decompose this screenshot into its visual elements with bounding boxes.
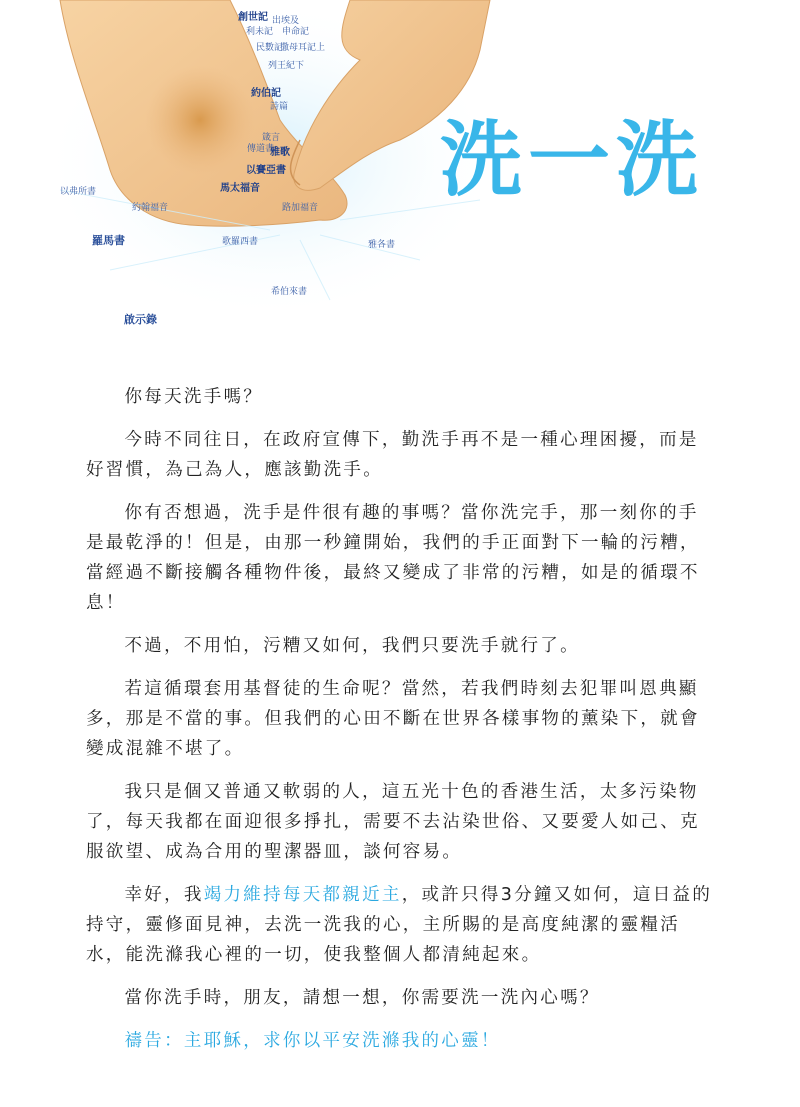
- article-body: [86, 382, 718, 1069]
- book-label: 雅歌: [270, 147, 290, 158]
- book-label: 以弗所書: [60, 187, 97, 197]
- paragraph: [86, 880, 718, 970]
- paragraph: 不過，不用怕，污糟又如何，我們只要洗手就行了。: [124, 636, 580, 656]
- book-label: 利未記: [246, 27, 274, 37]
- page-title: 洗一洗: [440, 113, 705, 208]
- header-illustration: [0, 0, 800, 340]
- book-label: 約伯記: [251, 88, 281, 99]
- book-label: 雅各書: [368, 240, 396, 250]
- paragraph: 若這循環套用基督徒的生命呢？當然，若我們時刻去犯罪叫恩典顯多，那是不當的事。但我們的心田不斷在世界各樣事物的薰染下，就會變成混雜不堪了。: [86, 679, 700, 759]
- paragraph: 當你洗手時，朋友，請想一想，你需要洗一洗內心嗎？: [124, 988, 600, 1008]
- book-label: 希伯來書: [271, 287, 308, 297]
- book-label: 馬太福音: [220, 183, 260, 194]
- book-label: 撒母耳記上: [280, 43, 326, 53]
- book-label: 啟示錄: [124, 313, 157, 326]
- paragraph-text: ，或許只得3分鐘又如何，這日益的持守，靈修面見神，去洗一洗我的心，主所賜的是高度純潔的靈糧活水，能洗滌我心裡的一切，使我整個人都清純起來。: [86, 885, 713, 965]
- paragraph: 今時不同往日，在政府宣傳下，勤洗手再不是一種心理困擾，而是好習慣，為己為人，應該勤洗手。: [86, 430, 699, 480]
- book-label: 路加福音: [282, 203, 319, 213]
- book-label: 列王紀下: [268, 61, 305, 71]
- book-label: 出埃及: [272, 16, 300, 26]
- book-label: 傳道書: [247, 144, 275, 154]
- paragraph: 我只是個又普通又軟弱的人，這五光十色的香港生活，太多污染物了，每天我都在面迎很多掙扎，需要不去沾染世俗、又要愛人如己、克服欲望、成為合用的聖潔器皿，談何容易。: [86, 782, 700, 862]
- highlighted-phrase: 竭力維持每天都親近主: [203, 885, 402, 905]
- book-label: 民數記: [256, 43, 284, 53]
- prayer-line: 禱告：主耶穌，求你以平安洗滌我的心靈！: [124, 1031, 501, 1051]
- book-label: 以賽亞書: [246, 165, 286, 176]
- book-label: 約翰福音: [132, 203, 169, 213]
- paragraph-text: 幸好，我: [124, 885, 204, 905]
- paragraph: 你有否想過，洗手是件很有趣的事嗎？當你洗完手，那一刻你的手是最乾淨的！但是，由那一秒鐘開始，我們的手正面對下一輪的污糟，當經過不斷接觸各種物件後，最終又變成了非常的污糟，如是的循環不息！: [86, 503, 700, 613]
- book-label: 箴言: [262, 133, 281, 143]
- book-label: 詩篇: [270, 102, 289, 112]
- book-label: 羅馬書: [92, 234, 125, 247]
- book-label: 創世記: [238, 12, 268, 23]
- paragraph: 你每天洗手嗎？: [124, 387, 264, 407]
- book-label: 歌羅西書: [222, 237, 259, 247]
- book-label: 申命記: [282, 27, 310, 37]
